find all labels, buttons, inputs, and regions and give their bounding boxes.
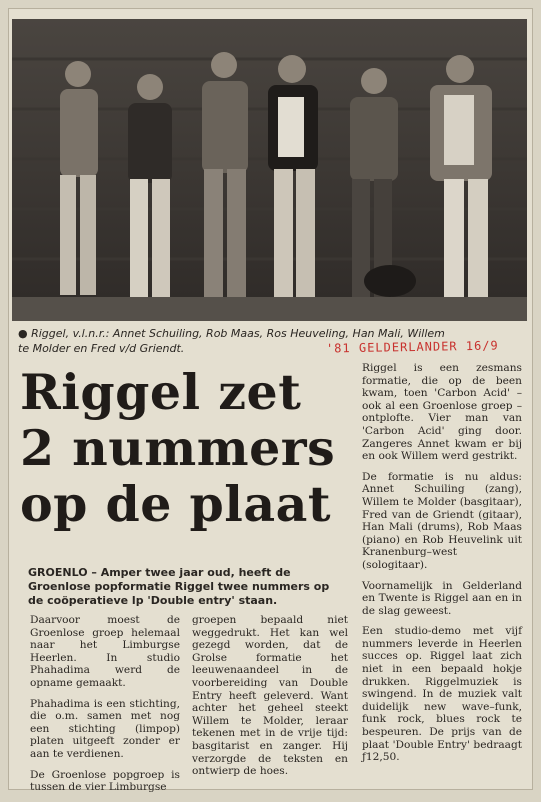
band-photo <box>12 19 527 321</box>
paragraph: Daarvoor moest de Groenlose groep helemaal naar het Limburgse Heerlen. In studio Phahadima werd de opname gemaakt. <box>30 614 180 689</box>
person-4 <box>268 55 318 297</box>
paragraph: Voornamelijk in Gelderland en Twente is Riggel aan en in de slag geweest. <box>362 579 522 617</box>
article-column-3 <box>362 362 522 772</box>
article-column-2 <box>192 614 348 786</box>
article-column-1 <box>30 614 180 802</box>
paragraph: Riggel is een zesmans formatie, die op de been kwam, toen 'Carbon Acid' – ook al een Groenlose groep – ontplofte. Vier man van 'Carbon Acid' ging door. Zangeres Annet kwam er bij en ook Willem werd gestrikt. <box>362 362 522 463</box>
paragraph: Phahadima is een stichting, die o.m. samen met nog een stichting (limpop) platen uitgeeft zonder er aan te verdienen. <box>30 697 180 760</box>
headline-line-1: Riggel zet <box>20 363 302 421</box>
handwritten-annotation: '81 GELDERLANDER 16/9 <box>325 338 499 356</box>
headline <box>20 364 350 532</box>
paragraph: De formatie is nu aldus: Annet Schuiling (zang), Willem te Molder (basgitaar), Fred van de Griendt (gitaar), Han Mali (drums), Rob Maas (piano) en Rob Heuvelink uit Kranenburg–west (sologitaar). <box>362 470 522 571</box>
paragraph: De Groenlose popgroep is tussen de vier Limburgse <box>30 768 180 794</box>
photo-caption: ● Riggel, v.l.n.r.: Annet Schuiling, Rob Maas, Ros Heuveling, Han Mali, Willem te Molder en Fred v/d Griendt. <box>18 327 445 355</box>
paragraph: groepen bepaald niet weggedrukt. Het kan wel gezegd worden, dat de Grolse formatie het leeuwenaandeel in de voorbereiding van Double Entry heeft geleverd. Want achter het geheel steekt Willem te Molder, leraar tekenen met in de vrije tijd: basgitarist en zanger. Hij verzorgde de teksten en ontwierp de hoes. <box>192 614 348 778</box>
paragraph: Een studio-demo met vijf nummers leverde in Heerlen succes op. Riggel laat zich niet in een bepaald hokje drukken. Riggelmuziek is swingend. In de muziek valt duidelijk new wave–funk, funk rock, blues rock te bespeuren. De prijs van de plaat 'Double Entry' bedraagt ƒ12,50. <box>362 625 522 764</box>
headline-line-2: 2 nummers <box>20 419 336 477</box>
lead-paragraph: GROENLO – Amper twee jaar oud, heeft de Groenlose popformatie Riggel twee nummers op de coöperatieve lp 'Double entry' staan. <box>28 566 330 607</box>
headline-line-3: op de plaat <box>20 475 332 533</box>
